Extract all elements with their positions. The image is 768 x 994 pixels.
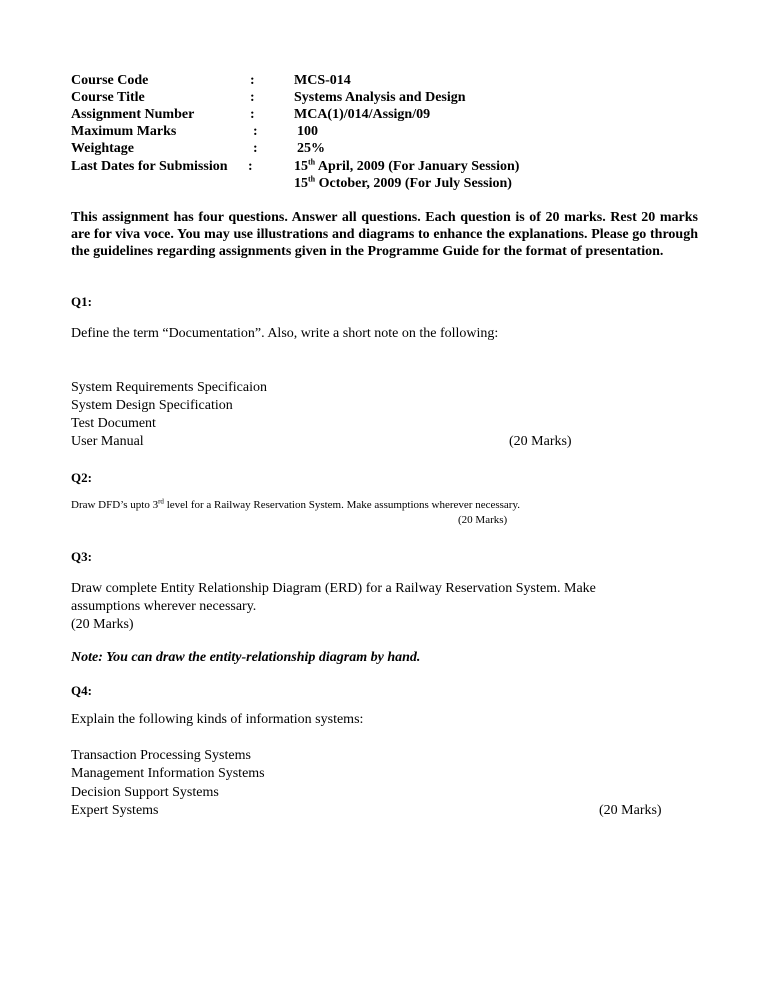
q4-prompt: Explain the following kinds of information systems: bbox=[71, 712, 364, 727]
q3-note: Note: You can draw the entity-relationship diagram by hand. bbox=[71, 650, 421, 665]
q4-item: Decision Support Systems bbox=[71, 785, 219, 800]
course-code-value: MCS-014 bbox=[294, 73, 351, 88]
q1-prompt: Define the term “Documentation”. Also, write a short note on the following: bbox=[71, 326, 499, 341]
weightage-value: 25% bbox=[297, 141, 325, 156]
q4-label: Q4: bbox=[71, 683, 92, 698]
course-title-value: Systems Analysis and Design bbox=[294, 90, 466, 105]
q1-item: System Design Specification bbox=[71, 398, 233, 413]
course-title-label: Course Title bbox=[71, 90, 145, 105]
submission-dates-label: Last Dates for Submission bbox=[71, 159, 228, 174]
q2-marks: (20 Marks) bbox=[458, 514, 508, 526]
q1-item: User Manual bbox=[71, 434, 144, 449]
assignment-number-value: MCA(1)/014/Assign/09 bbox=[294, 107, 431, 122]
submission-date-january: 15th April, 2009 (For January Session) bbox=[294, 157, 520, 174]
course-title-sep: : bbox=[250, 90, 255, 105]
q1-label: Q1: bbox=[71, 294, 92, 309]
assignment-number-sep: : bbox=[250, 107, 255, 122]
q2-label: Q2: bbox=[71, 470, 92, 485]
maximum-marks-sep: : bbox=[253, 124, 258, 139]
course-code-label: Course Code bbox=[71, 73, 149, 88]
weightage-label: Weightage bbox=[71, 141, 134, 156]
assignment-number-label: Assignment Number bbox=[71, 107, 195, 122]
q4-item: Transaction Processing Systems bbox=[71, 748, 251, 763]
submission-dates-sep: : bbox=[248, 159, 253, 174]
q3-prompt-line2: assumptions wherever necessary. bbox=[71, 599, 257, 614]
submission-date-july: 15th October, 2009 (For July Session) bbox=[294, 174, 512, 191]
q4-marks: (20 Marks) bbox=[599, 803, 662, 818]
maximum-marks-label: Maximum Marks bbox=[71, 124, 177, 139]
q4-item: Management Information Systems bbox=[71, 766, 265, 781]
instructions-paragraph: This assignment has four questions. Answer all questions. Each question is of 20 marks. Rest 20 marks are for viva voce. You may use illustrations and diagrams to enhance the explanations. Please go through the guidelines regarding assignments given in the Programme Guide for the format of presentation. bbox=[71, 210, 698, 259]
q1-item: Test Document bbox=[71, 416, 156, 431]
q1-item: System Requirements Specificaion bbox=[71, 380, 267, 395]
q3-marks: (20 Marks) bbox=[71, 617, 134, 632]
q1-marks: (20 Marks) bbox=[509, 434, 572, 449]
q2-prompt: Draw DFD’s upto 3rd level for a Railway Reservation System. Make assumptions wherever necessary. bbox=[71, 497, 521, 511]
q3-label: Q3: bbox=[71, 549, 92, 564]
weightage-sep: : bbox=[253, 141, 258, 156]
q4-item: Expert Systems bbox=[71, 803, 159, 818]
course-code-sep: : bbox=[250, 73, 255, 88]
q3-prompt-line1: Draw complete Entity Relationship Diagram (ERD) for a Railway Reservation System. Make bbox=[71, 581, 596, 596]
maximum-marks-value: 100 bbox=[297, 124, 318, 139]
